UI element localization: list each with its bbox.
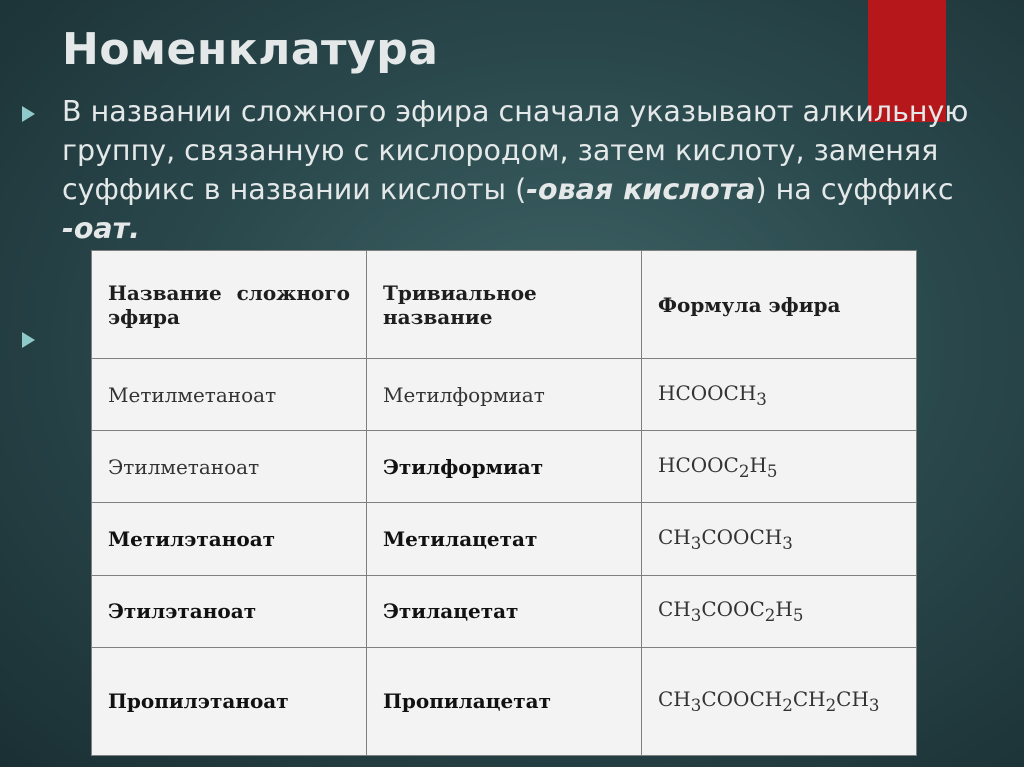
bullet-arrow-icon	[22, 332, 35, 348]
formula-text: HCOOC	[658, 452, 739, 477]
formula-text: COOCH	[701, 687, 783, 712]
cell-formula	[642, 431, 917, 503]
formula-text: H	[775, 597, 793, 622]
formula-text: CH	[658, 524, 691, 549]
cell-formula	[642, 359, 917, 431]
formula-subscript: 3	[868, 696, 880, 716]
formula-subscript: 3	[690, 606, 702, 626]
formula-subscript: 2	[764, 606, 776, 626]
cell-formula	[642, 503, 917, 575]
table-row	[92, 431, 917, 503]
table-row	[92, 503, 917, 575]
formula-text: CH	[792, 687, 826, 712]
cell-ester-name: Метилэтаноат	[92, 503, 367, 575]
formula-text: CH	[658, 597, 691, 622]
header-ester-name: Название сложного эфира	[92, 251, 367, 359]
esters-table	[91, 250, 917, 756]
slide-title: Номенклатура	[62, 24, 439, 75]
formula-subscript: 3	[782, 533, 793, 553]
cell-trivial-name: Этилацетат	[367, 575, 642, 647]
formula-subscript: 3	[690, 696, 702, 716]
table-row	[92, 359, 917, 431]
cell-ester-name: Этилэтаноат	[92, 575, 367, 647]
cell-formula	[642, 575, 917, 647]
cell-ester-name: Пропилэтаноат	[92, 647, 367, 755]
formula-text: CH	[658, 687, 691, 712]
formula-subscript: 5	[792, 606, 804, 626]
formula-subscript: 3	[690, 533, 702, 553]
formula-subscript: 3	[756, 389, 767, 409]
formula-text: CH	[836, 687, 869, 712]
cell-formula	[642, 647, 917, 755]
paragraph-emphasis-acid: -овая кислота	[526, 173, 756, 206]
table-row	[92, 575, 917, 647]
slide-paragraph	[62, 92, 982, 248]
table-header-row	[92, 251, 917, 359]
header-trivial-name: Тривиальное название	[367, 251, 642, 359]
cell-ester-name: Метилметаноат	[92, 359, 367, 431]
paragraph-emphasis-suffix: -оат.	[62, 212, 140, 245]
formula-text: H	[749, 452, 767, 477]
paragraph-text: ) на суффикс	[755, 173, 954, 206]
bullet-arrow-icon	[22, 106, 35, 122]
cell-trivial-name: Этилформиат	[367, 431, 642, 503]
formula-text: HCOOCH	[658, 380, 757, 405]
formula-text: COOCH	[701, 524, 783, 549]
formula-subscript: 2	[738, 461, 750, 481]
formula-subscript: 2	[825, 696, 837, 716]
formula-subscript: 2	[782, 696, 793, 716]
header-formula: Формула эфира	[642, 251, 917, 359]
table-row	[92, 647, 917, 755]
cell-trivial-name: Пропилацетат	[367, 647, 642, 755]
cell-ester-name: Этилметаноат	[92, 431, 367, 503]
cell-trivial-name: Метилформиат	[367, 359, 642, 431]
formula-text: COOC	[701, 597, 765, 622]
formula-subscript: 5	[766, 461, 778, 481]
paragraph-text: В названии сложного эфира сначала указывают алкильную группу, связанную с кислородом, затем кислоту, заменяя суффикс в названии кислоты (	[62, 95, 969, 206]
cell-trivial-name: Метилацетат	[367, 503, 642, 575]
